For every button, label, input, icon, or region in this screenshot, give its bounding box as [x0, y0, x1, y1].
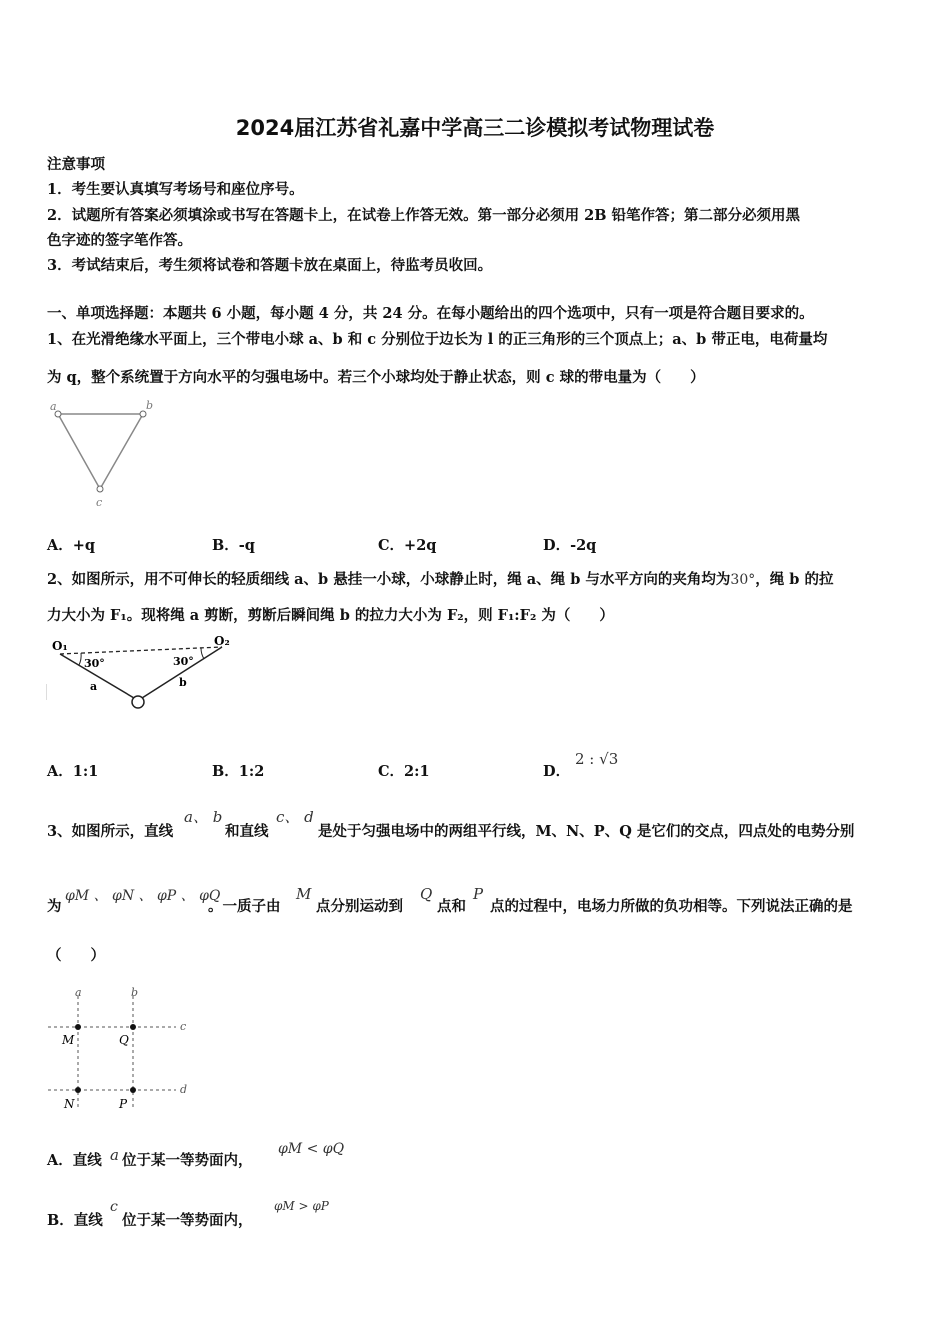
q3-option-a-text2: 位于某一等势面内，: [122, 1152, 253, 1169]
q1-line2: 为 q，整个系统置于方向水平的匀强电场中。若三个小球均处于静止状态，则 c 球的带电量为（ ）: [47, 369, 705, 386]
q3-option-b-math: φM > φP: [274, 1199, 329, 1213]
q3-line2-p: P: [473, 885, 484, 903]
point-n: [75, 1087, 81, 1093]
label-c: c: [96, 496, 103, 509]
q2-line2: 力大小为 F₁。现将绳 a 剪断，剪断后瞬间绳 b 的拉力大小为 F₂，则 F₁:F₂ 为（ ）: [47, 607, 614, 624]
q1-option-d: D．-2q: [543, 537, 597, 554]
angle-arc-left: [79, 653, 81, 665]
q1-option-a: A．+q: [47, 537, 96, 554]
ball: [132, 696, 144, 708]
q2-option-c: C．2:1: [378, 763, 430, 780]
notice-item-1: 1．考生要认真填写考场号和座位序号。: [47, 181, 304, 198]
q3-line1-c: 是处于匀强电场中的两组平行线，M、N、P、Q 是它们的交点，四点处的电势分别: [318, 823, 855, 840]
q2-option-d: D．: [543, 763, 571, 780]
label-string-a: a: [90, 680, 98, 693]
label-m: M: [62, 1033, 75, 1047]
point-q: [130, 1024, 136, 1030]
q2-option-b: B．1:2: [212, 763, 265, 780]
q3-line2-d: 点和: [437, 898, 466, 915]
q2-line1-post: ，绳 b 的拉: [755, 571, 834, 588]
page-title: 2024届江苏省礼嘉中学高三二诊模拟考试物理试卷: [235, 116, 715, 140]
notice-item-3: 3．考试结束后，考生须将试卷和答题卡放在桌面上，待监考员收回。: [47, 257, 493, 274]
q3-line2-b: 。一质子由: [208, 898, 281, 915]
q3-line2-phis: φM 、 φN 、 φP 、 φQ: [65, 888, 221, 904]
q3-line1-a: 3、如图所示，直线: [47, 823, 174, 840]
label-angle-left: 30°: [84, 657, 105, 670]
angle-arc-right: [201, 648, 204, 659]
label-string-b: b: [179, 676, 187, 689]
q3-line2-q: Q: [420, 885, 433, 903]
q1-triangle-figure: [46, 400, 161, 510]
label-p: P: [119, 1097, 128, 1111]
q3-line2-e: 点的过程中，电场力所做的负功相等。下列说法正确的是: [490, 898, 853, 915]
notice-item-2-cont: 色字迹的签字笔作答。: [47, 232, 192, 249]
q3-option-b-text2: 位于某一等势面内，: [122, 1212, 253, 1229]
point-m: [75, 1024, 81, 1030]
q3-option-a-text: A．直线: [47, 1152, 102, 1169]
q1-option-c: C．+2q: [378, 537, 437, 554]
label-q: Q: [119, 1033, 129, 1047]
q3-option-b-var: c: [110, 1199, 118, 1215]
q2-option-d-math: 2 : √3: [575, 750, 619, 768]
label-b: b: [146, 400, 154, 412]
q3-line3: （ ）: [47, 947, 105, 964]
label-angle-right: 30°: [173, 655, 194, 668]
label-o2: O₂: [214, 636, 230, 648]
q3-line1-cd: c、 d: [276, 808, 314, 826]
label-c: c: [180, 1020, 187, 1033]
q2-option-a: A．1:1: [47, 763, 99, 780]
label-a: a: [75, 986, 82, 999]
ceiling-dashed-line: [60, 647, 222, 654]
section-heading: 一、单项选择题：本题共 6 小题，每小题 4 分，共 24 分。在每小题给出的四个选项中，只有一项是符合题目要求的。: [47, 305, 814, 322]
q3-line1-b: 和直线: [225, 823, 269, 840]
q3-option-a-var: a: [110, 1146, 119, 1164]
q1-option-b: B．-q: [212, 537, 255, 554]
q3-line2-m: M: [296, 885, 312, 903]
triangle-shape: [58, 414, 143, 489]
label-a: a: [50, 400, 57, 413]
q1-line1: 1、在光滑绝缘水平面上，三个带电小球 a、b 和 c 分别位于边长为 l 的正三角形的三个顶点上；a、b 带正电，电荷量均: [47, 331, 828, 348]
q2-line1-pre: 2、如图所示，用不可伸长的轻质细线 a、b 悬挂一小球，小球静止时，绳 a、绳 b 与水平方向的夹角均为: [47, 571, 731, 588]
q3-option-b-text: B．直线: [47, 1212, 103, 1229]
q3-line1-ab: a、 b: [184, 808, 223, 826]
ball-c: [97, 486, 103, 492]
notice-heading: 注意事项: [47, 156, 105, 173]
label-b: b: [131, 986, 139, 999]
notice-item-2: 2．试题所有答案必须填涂或书写在答题卡上，在试卷上作答无效。第一部分必须用 2B 铅笔作答；第二部分必须用黑: [47, 207, 801, 224]
label-n: N: [64, 1097, 75, 1111]
q3-option-a-math: φM < φQ: [278, 1141, 345, 1157]
label-d: d: [180, 1083, 188, 1096]
q2-pendulum-figure: [46, 636, 231, 720]
point-p: [130, 1087, 136, 1093]
label-o1: O₁: [52, 639, 68, 653]
q3-line2-c: 点分别运动到: [316, 898, 403, 915]
q3-line2-a: 为: [47, 898, 62, 915]
q2-angle: 30°: [730, 572, 756, 588]
q3-grid-figure: [46, 984, 196, 1114]
